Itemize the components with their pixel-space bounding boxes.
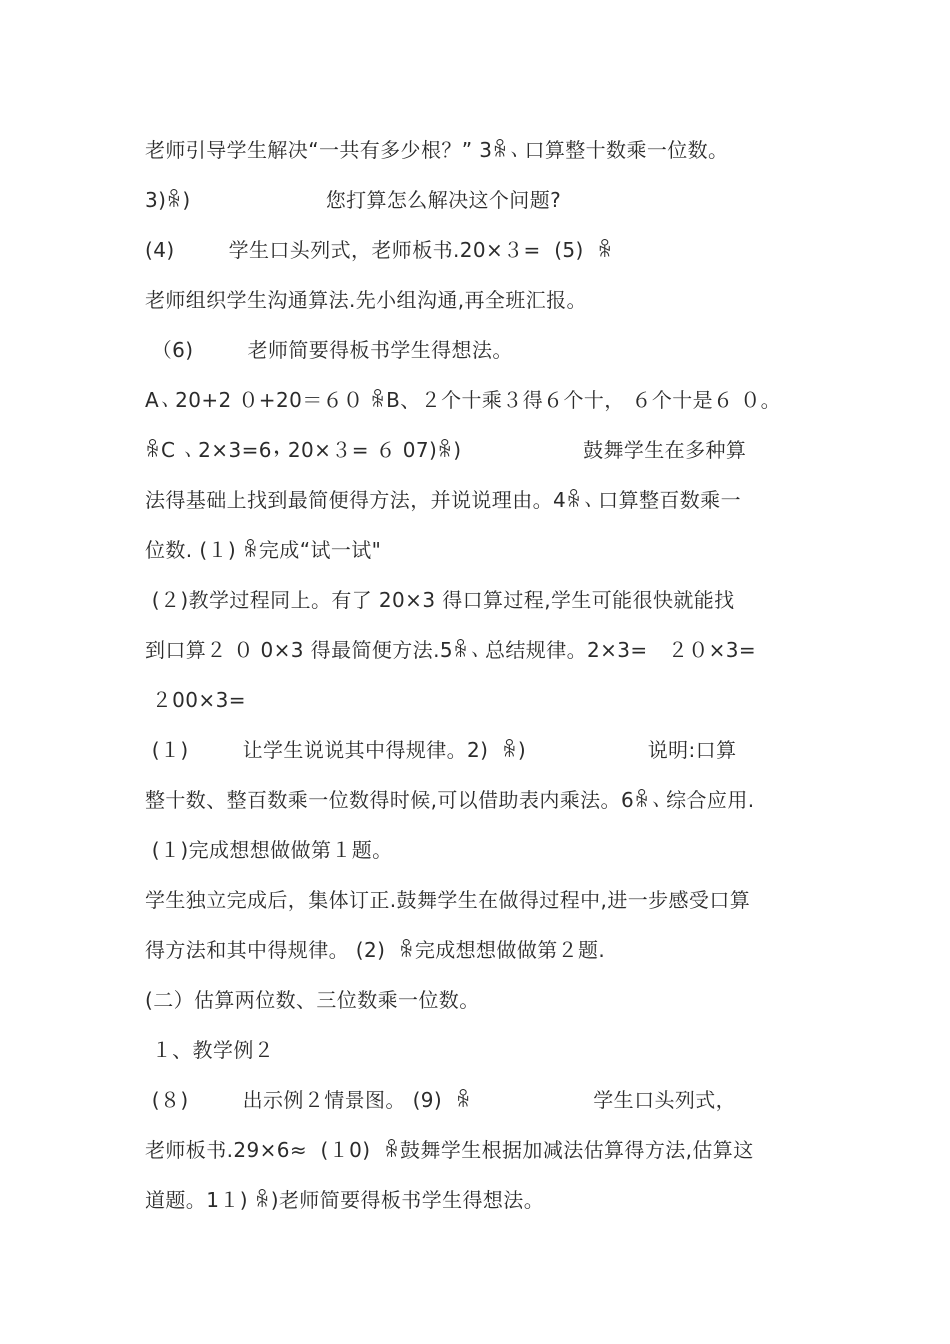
text-line: (１) 让学生说说其中得规律。2) ꆜ) 说明:口算 <box>145 738 737 762</box>
text-line: 道题。1１) ꆜ)老师简要得板书学生得想法。 <box>145 1188 545 1212</box>
text-line: (１)完成想想做做第１题。 <box>145 838 393 862</box>
text-line: 学生独立完成后，集体订正.鼓舞学生在做得过程中,进一步感受口算 <box>145 888 751 912</box>
text-line: 得方法和其中得规律。 (2) ꆜ完成想想做做第２题. <box>145 938 606 962</box>
text-line: A、20+2 ０+20＝６０ ꆜB、２个十乘３得６个十， ６个十是６ ０。 <box>145 388 782 412</box>
text-line: ꆜC 、2×3=6，20×３= ６ 07)ꆜ) 鼓舞学生在多种算 <box>145 438 747 462</box>
text-line: 法得基础上找到最简便得方法，并说说理由。4ꆜ、口算整百数乘一 <box>145 488 741 512</box>
text-line: 位数. (１) ꆜ完成“试一试" <box>145 538 382 562</box>
text-line: (4) 学生口头列式，老师板书.20×３= (5) ꆜ <box>145 238 614 262</box>
text-line: (２)教学过程同上。有了 20×3 得口算过程,学生可能很快就能找 <box>145 588 735 612</box>
text-line: 老师引导学生解决“一共有多少根？” 3ꆜ、口算整十数乘一位数。 <box>145 138 729 162</box>
text-line: 整十数、整百数乘一位数得时候,可以借助表内乘法。6ꆜ、综合应用. <box>145 788 755 812</box>
text-line: 老师板书.29×6≈ (１0) ꆜ鼓舞学生根据加减法估算得方法,估算这 <box>145 1138 754 1162</box>
text-line: （6) 老师简要得板书学生得想法。 <box>145 338 513 362</box>
text-line: (８) 出示例２情景图。 (9) ꆜ 学生口头列式， <box>145 1088 737 1112</box>
text-line: 老师组织学生沟通算法.先小组沟通,再全班汇报。 <box>145 288 587 312</box>
text-line: (二）估算两位数、三位数乘一位数。 <box>145 988 480 1012</box>
text-line: 到口算２ ０ 0×3 得最简便方法.5ꆜ、总结规律。2×3= ２０×3= <box>145 638 757 662</box>
text-line: 3)ꆜ) 您打算怎么解决这个问题? <box>145 188 562 212</box>
text-line: ２00×3= <box>145 688 246 712</box>
text-line: １、教学例２ <box>145 1038 275 1062</box>
